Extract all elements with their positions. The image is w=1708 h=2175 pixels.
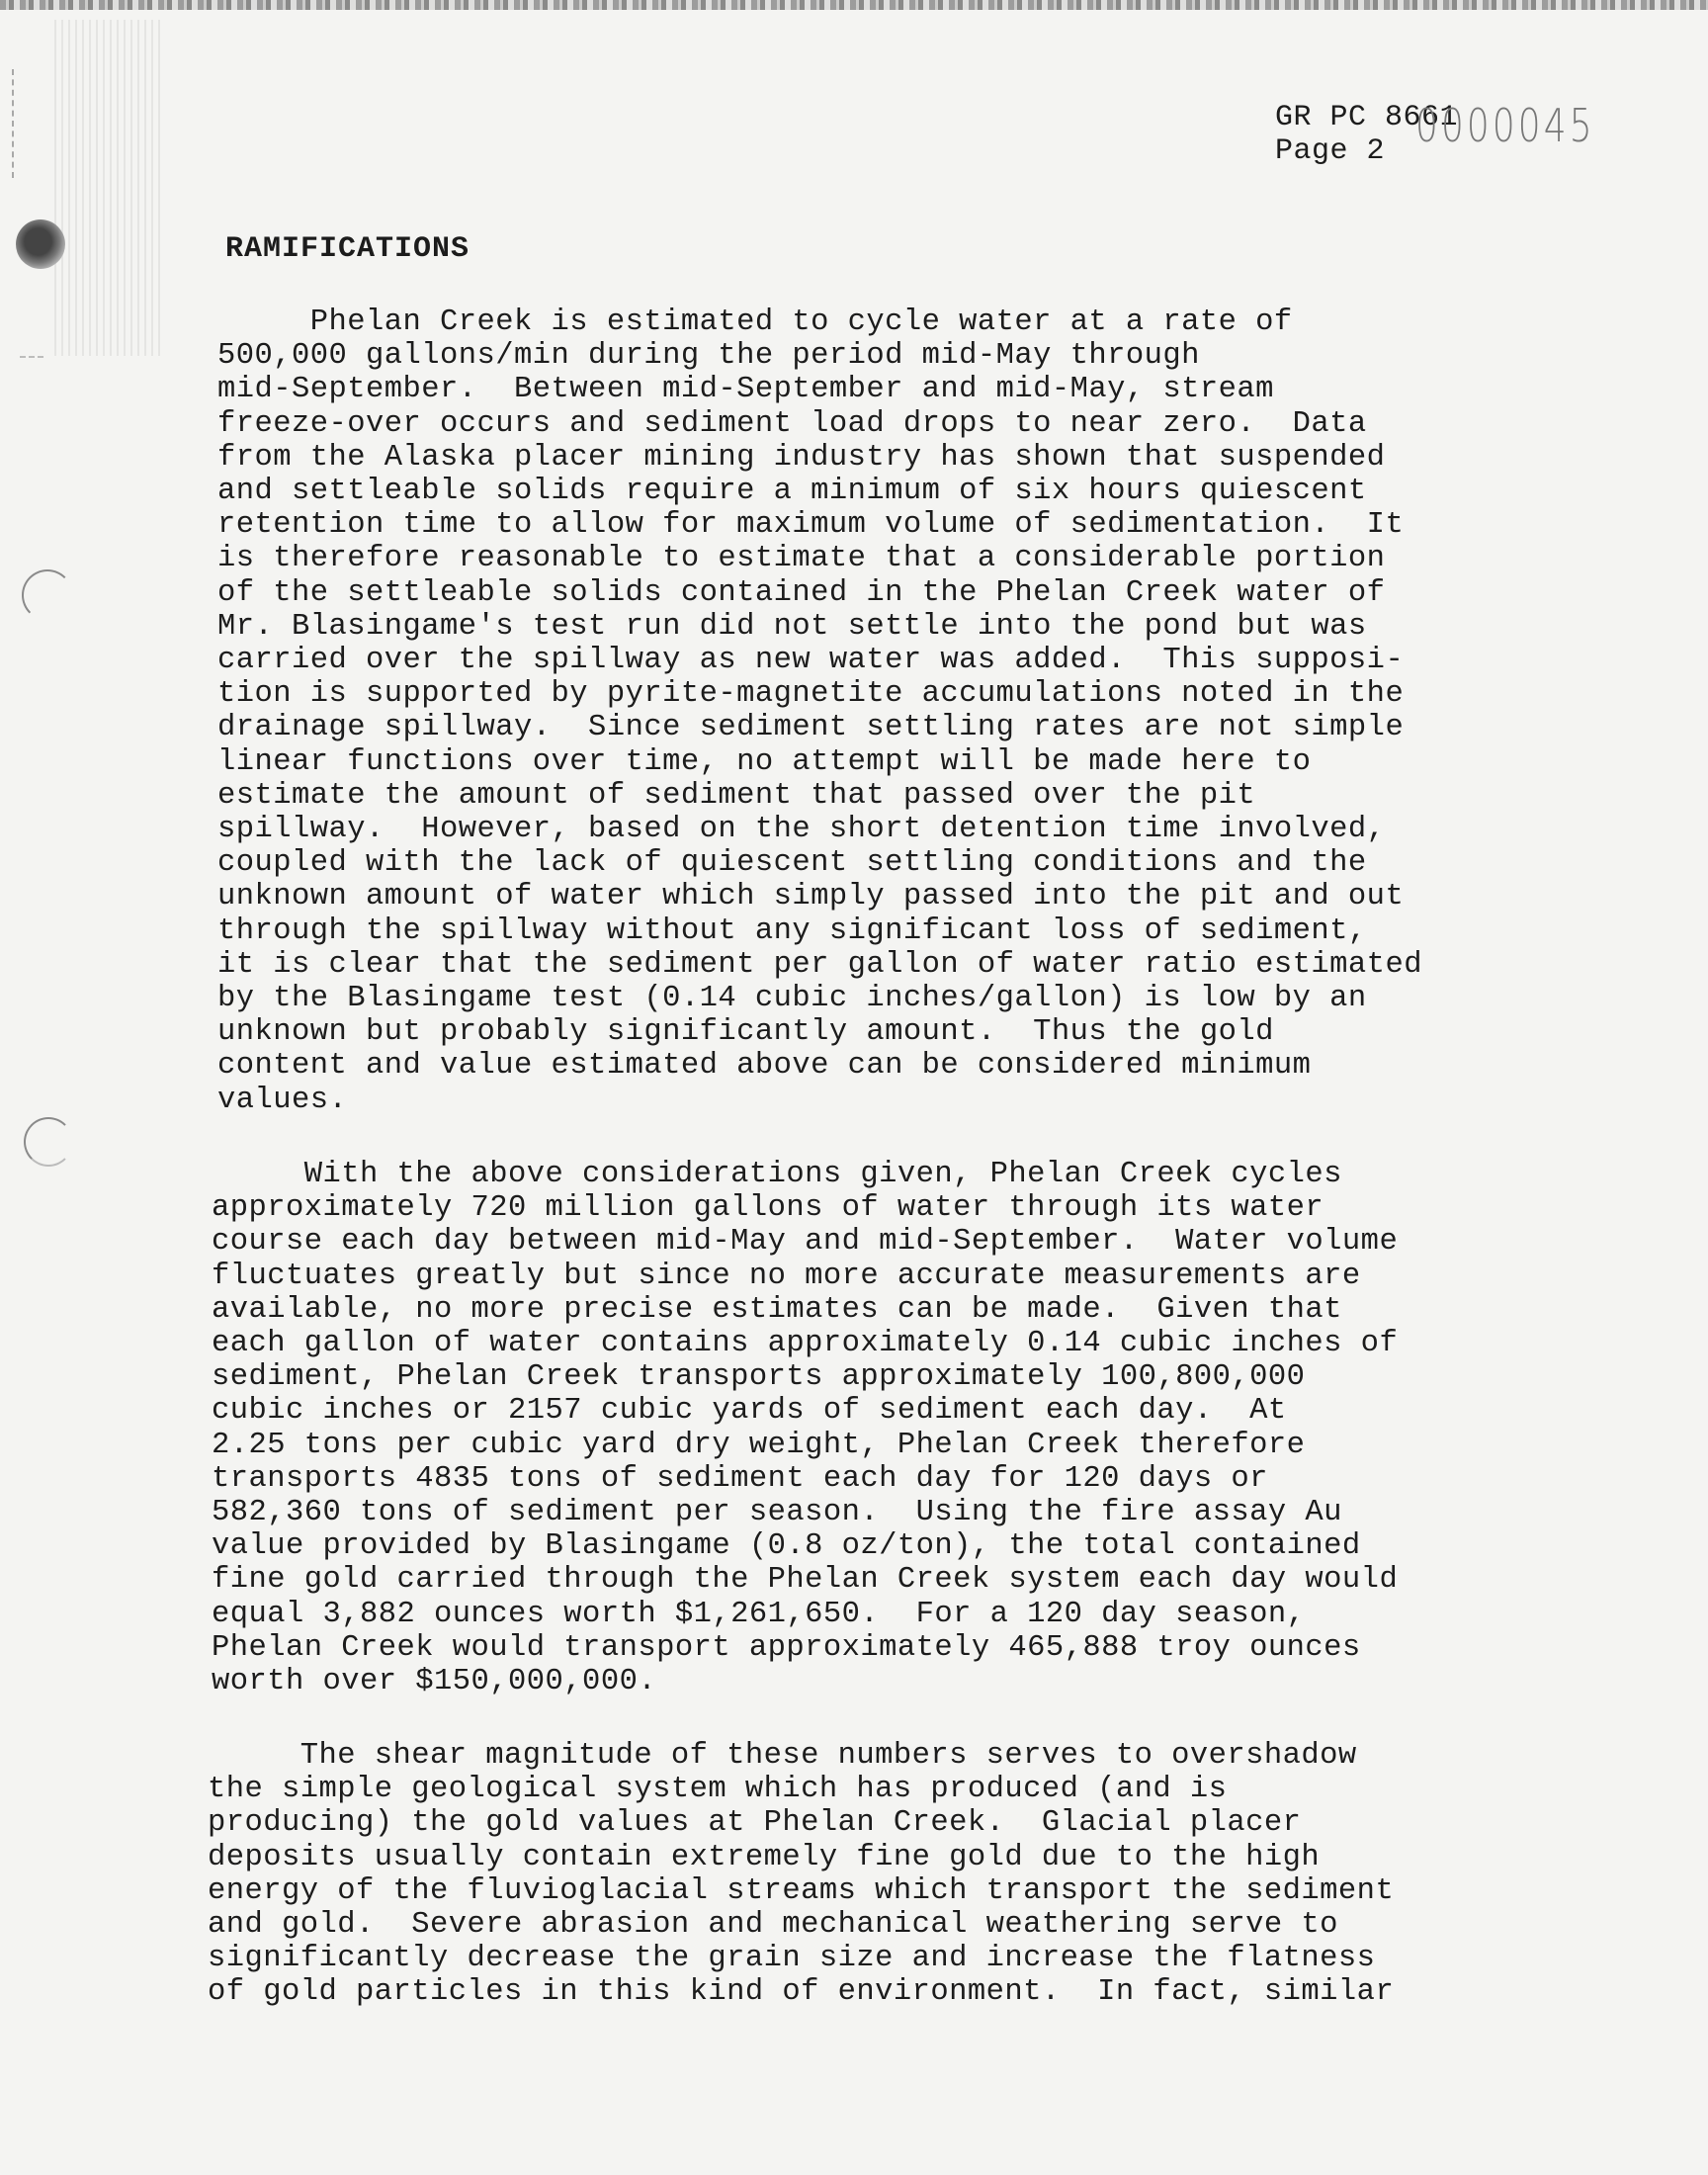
text-line: producing) the gold values at Phelan Creek. Glacial placer: [208, 1806, 1302, 1841]
text-line: mid-September. Between mid-September and mid-May, stream: [217, 373, 1274, 407]
text-line: it is clear that the sediment per gallon of water ratio estimated: [217, 947, 1422, 982]
text-line: of gold particles in this kind of environment. In fact, similar: [208, 1975, 1395, 2010]
page-number: Page 2: [1275, 134, 1386, 168]
reference-number: GR PC 8661: [1275, 101, 1459, 134]
text-line: through the spillway without any significant loss of sediment,: [217, 914, 1367, 948]
text-line: 2.25 tons per cubic yard dry weight, Phelan Creek therefore: [212, 1428, 1306, 1462]
text-line: linear functions over time, no attempt will be made here to: [217, 744, 1312, 779]
paragraph: [208, 1739, 1552, 2010]
text-line: each gallon of water contains approximately 0.14 cubic inches of: [212, 1327, 1399, 1361]
text-line: significantly decrease the grain size and increase the flatness: [208, 1942, 1376, 1976]
text-line: spillway. However, based on the short detention time involved,: [217, 813, 1386, 847]
text-line: approximately 720 million gallons of water through its water: [212, 1191, 1324, 1226]
text-line: coupled with the lack of quiescent settling conditions and the: [217, 846, 1367, 881]
text-line: values.: [217, 1083, 348, 1117]
text-line: worth over $150,000,000.: [212, 1665, 657, 1699]
text-line: Phelan Creek is estimated to cycle water at a rate of: [217, 305, 1293, 339]
text-line: 582,360 tons of sediment per season. Using the fire assay Au: [212, 1496, 1342, 1530]
text-line: freeze-over occurs and sediment load drops to near zero. Data: [217, 406, 1367, 441]
scan-mark: [12, 69, 16, 178]
text-line: the simple geological system which has produced (and is: [208, 1773, 1228, 1807]
text-line: course each day between mid-May and mid-September. Water volume: [212, 1225, 1399, 1260]
text-line: estimate the amount of sediment that passed over the pit: [217, 778, 1256, 813]
text-line: of the settleable solids contained in the Phelan Creek water of: [217, 575, 1386, 610]
punch-hole-icon: [24, 1117, 73, 1167]
text-line: value provided by Blasingame (0.8 oz/ton), the total contained: [212, 1529, 1361, 1564]
punch-hole-icon: [22, 569, 73, 621]
text-line: fluctuates greatly but since no more accurate measurements are: [212, 1259, 1361, 1293]
text-line: by the Blasingame test (0.14 cubic inches/gallon) is low by an: [217, 982, 1367, 1016]
text-line: and settleable solids require a minimum of six hours quiescent: [217, 475, 1367, 509]
scan-streak: [54, 20, 163, 356]
text-line: equal 3,882 ounces worth $1,261,650. For a 120 day season,: [212, 1597, 1306, 1631]
text-line: carried over the spillway as new water was added. This supposi-: [217, 644, 1405, 678]
text-line: transports 4835 tons of sediment each day for 120 days or: [212, 1461, 1268, 1496]
text-line: 500,000 gallons/min during the period mid-May through: [217, 339, 1200, 374]
stamp-number: 0000045: [1415, 99, 1595, 152]
text-line: is therefore reasonable to estimate that a considerable portion: [217, 542, 1386, 576]
text-line: from the Alaska placer mining industry has shown that suspended: [217, 440, 1386, 475]
text-line: unknown amount of water which simply passed into the pit and out: [217, 880, 1405, 914]
text-line: and gold. Severe abrasion and mechanical weathering serve to: [208, 1908, 1338, 1943]
text-line: energy of the fluvioglacial streams which transport the sediment: [208, 1873, 1395, 1908]
text-line: cubic inches or 2157 cubic yards of sediment each day. At: [212, 1394, 1287, 1429]
text-line: fine gold carried through the Phelan Creek system each day would: [212, 1563, 1399, 1598]
text-line: The shear magnitude of these numbers serves to overshadow: [208, 1739, 1357, 1773]
text-line: sediment, Phelan Creek transports approximately 100,800,000: [212, 1360, 1306, 1395]
text-line: Mr. Blasingame's test run did not settle into the pond but was: [217, 609, 1367, 644]
text-line: drainage spillway. Since sediment settling rates are not simple: [217, 711, 1405, 745]
text-line: unknown but probably significantly amount. Thus the gold: [217, 1015, 1274, 1050]
text-line: available, no more precise estimates can be made. Given that: [212, 1292, 1342, 1327]
scan-top-edge: [0, 0, 1708, 10]
paragraph: [217, 305, 1562, 1117]
scan-mark: [20, 356, 43, 368]
text-line: content and value estimated above can be considered minimum: [217, 1049, 1312, 1084]
text-line: With the above considerations given, Phelan Creek cycles: [212, 1158, 1342, 1191]
punch-hole-icon: [16, 219, 65, 269]
section-heading: RAMIFICATIONS: [225, 232, 470, 266]
text-line: Phelan Creek would transport approximately 465,888 troy ounces: [212, 1630, 1361, 1665]
text-line: tion is supported by pyrite-magnetite accumulations noted in the: [217, 677, 1405, 712]
text-line: deposits usually contain extremely fine gold due to the high: [208, 1840, 1321, 1874]
text-line: retention time to allow for maximum volume of sedimentation. It: [217, 508, 1405, 543]
paragraph: [212, 1158, 1556, 1698]
